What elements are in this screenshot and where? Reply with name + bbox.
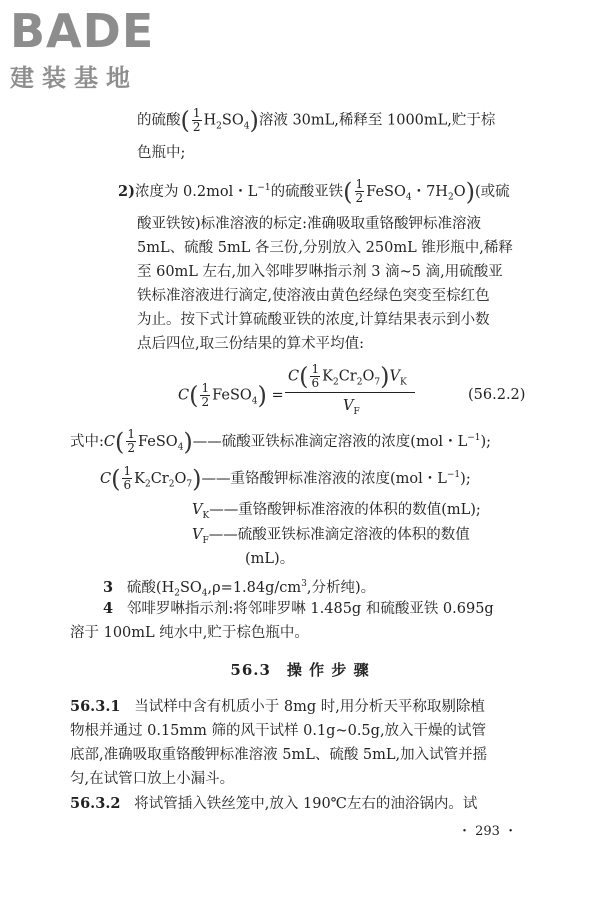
- item-line: 溶于 100mL 纯水中,贮于棕色瓶中。: [70, 625, 309, 641]
- where-line: C( $\frac{1}{6}$ $K_2Cr_2O_7)——$重铬酸钾标准溶液的浓度(mol・$L^{-1}$);: [100, 464, 471, 493]
- body-line: 2)浓度为 0.2mol・$L^{-1}$的硫酸亚铁( $\frac{1}{2}$ FeSO$_4$・$7H_2O$)(或硫: [118, 177, 510, 206]
- body-line: 酸亚铁铵)标准溶液的标定:准确吸取重铬酸钾标准溶液: [137, 216, 482, 232]
- equation-numerator: C( $\frac{1}{6}$ $K_2Cr_2O_7)V_K$: [288, 362, 407, 391]
- body-line: 色瓶中;: [137, 145, 186, 161]
- equation-lhs: C( $\frac{1}{2}$ FeSO$_4$) =: [178, 381, 284, 410]
- logo: [10, 4, 155, 93]
- body-line: 为止。按下式计算硫酸亚铁的浓度,计算结果表示到小数: [137, 312, 490, 328]
- body-line: 点后四位,取三份结果的算术平均值:: [137, 336, 364, 352]
- where-line: (mL)。: [245, 551, 295, 567]
- body-line: 56.3.2 将试管插入铁丝笼中,放入 190℃左右的油浴锅内。试: [70, 795, 478, 812]
- body-line: 底部,准确吸取重铬酸钾标准溶液 5mL、硫酸 5mL,加入试管并摇: [70, 747, 488, 763]
- body-line: 铁标准溶液进行滴定,使溶液由黄色经绿色突变至棕红色: [137, 288, 490, 304]
- body-line: 匀,在试管口放上小漏斗。: [70, 771, 235, 787]
- body-line: 5mL、硫酸 5mL 各三份,分别放入 250mL 锥形瓶中,稀释: [137, 240, 513, 256]
- item-line: 3 硫酸($H_2SO_4,\rho=1.84g/cm^3$,分析纯)。: [103, 578, 376, 599]
- equation-number: (56.2.2): [468, 387, 526, 403]
- body-line: 的硫酸( $\frac{1}{2}$ $H_2SO_4$)溶液 30mL,稀释至 1000mL,贮于棕: [137, 106, 496, 135]
- where-line: $V_F——$硫酸亚铁标准滴定溶液的体积的数值: [192, 527, 470, 546]
- item-line: 4 邻啡罗啉指示剂:将邻啡罗啉 1.485g 和硫酸亚铁 0.695g: [103, 600, 494, 617]
- page-number: ・ 293 ・: [458, 824, 518, 839]
- body-line: 物根并通过 0.15mm 筛的风干试样 0.1g~0.5g,放入干燥的试管: [70, 723, 487, 739]
- section-title: 56.3 操 作 步 骤: [230, 661, 370, 679]
- where-line: 式中:C( $\frac{1}{2}$ FeSO$_4$)——硫酸亚铁标准滴定溶液的浓度(mol・$L^{-1}$);: [70, 427, 492, 456]
- fraction-bar: [285, 392, 415, 393]
- where-line: $V_K——$重铬酸钾标准溶液的体积的数值(mL);: [192, 502, 481, 521]
- equation-denominator: $V_F$: [343, 398, 360, 417]
- body-line: 至 60mL 左右,加入邻啡罗啉指示剂 3 滴~5 滴,用硫酸亚: [137, 264, 503, 280]
- logo-text: BADE: [10, 4, 155, 58]
- body-line: 56.3.1 当试样中含有机质小于 8mg 时,用分析天平称取剔除植: [70, 698, 485, 715]
- logo-subtitle: 建装基地: [10, 64, 138, 92]
